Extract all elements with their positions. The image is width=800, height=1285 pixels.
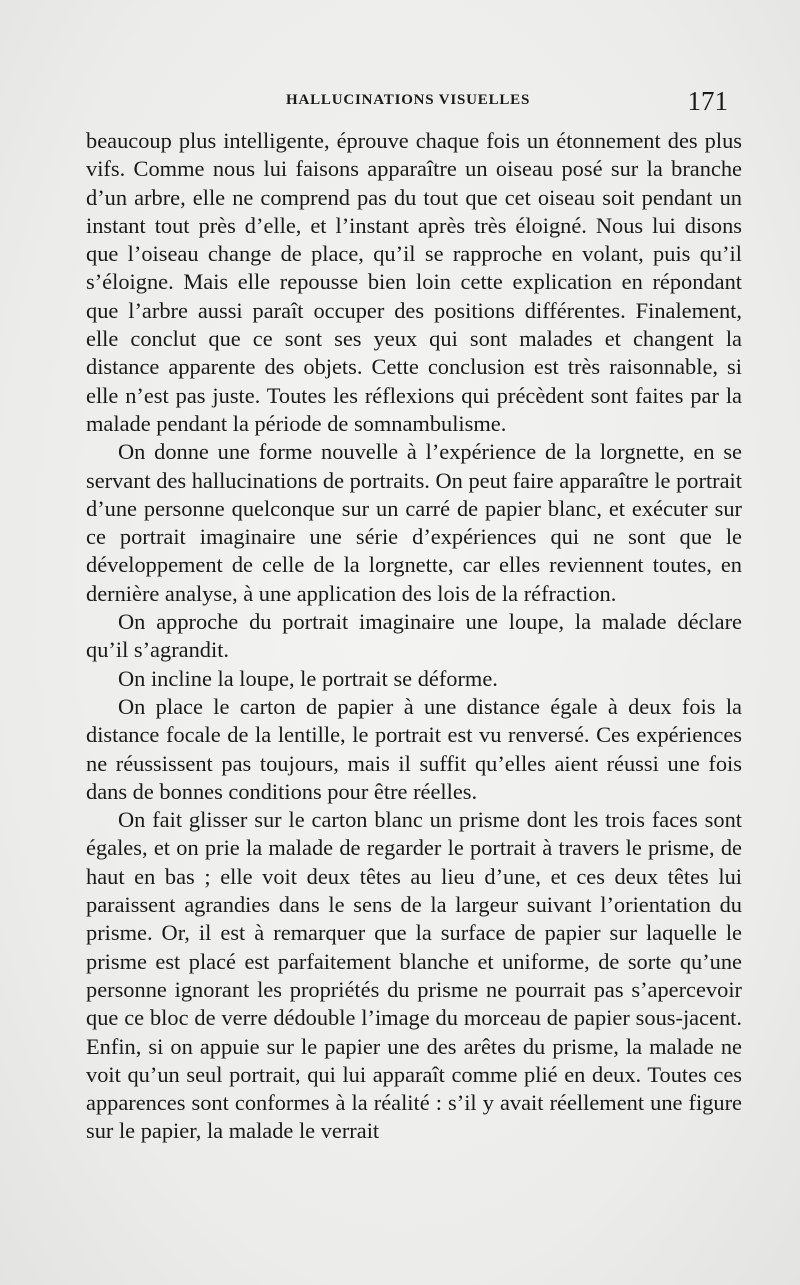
body-text bbox=[86, 127, 742, 1146]
paragraph: On fait glisser sur le carton blanc un prisme dont les trois faces sont égales, et on prie la malade de regarder le portrait à travers le prisme, de haut en bas ; elle voit deux têtes au lieu d’une, et ces deux têtes lui paraissent agrandies dans le sens de la largeur suivant l’orientation du prisme. Or, il est à remarquer que la surface de papier sur laquelle le prisme est placé est parfaitement blanche et uniforme, de sorte qu’une personne ignorant les propriétés du prisme ne pourrait pas s’apercevoir que ce bloc de verre dédouble l’image du morceau de papier sous-jacent. Enfin, si on appuie sur le papier une des arêtes du prisme, la malade ne voit qu’un seul portrait, qui lui apparaît comme plié en deux. Toutes ces apparences sont conformes à la réalité : s’il y avait réellement une figure sur le papier, la malade le verrait bbox=[86, 807, 742, 1144]
running-head: HALLUCINATIONS VISUELLES bbox=[286, 92, 531, 108]
paragraph: On donne une forme nouvelle à l’expérience de la lorgnette, en se servant des hallucinations de portraits. On peut faire apparaître le portrait d’une personne quelconque sur un carré de papier blanc, et exécuter sur ce portrait imaginaire une série d’expériences qui ne sont que le développement de celle de la lorgnette, car elles reviennent toutes, en dernière analyse, à une application des lois de la réfraction. bbox=[86, 439, 742, 606]
paragraph: On approche du portrait imaginaire une loupe, la malade déclare qu’il s’agrandit. bbox=[86, 609, 742, 663]
paragraph: On place le carton de papier à une distance égale à deux fois la distance focale de la lentille, le portrait est vu renversé. Ces expériences ne réussissent pas toujours, mais il suffit qu’elles aient réussi une fois dans de bonnes conditions pour être réelles. bbox=[86, 693, 742, 804]
paragraph: beaucoup plus intelligente, éprouve chaque fois un étonnement des plus vifs. Comme nous lui faisons apparaître un oiseau posé sur la branche d’un arbre, elle ne comprend pas du tout que cet oiseau soit pendant un instant tout près d’elle, et l’instant après très éloigné. Nous lui disons que l’oiseau change de place, qu’il se rapproche en volant, puis qu’il s’éloigne. Mais elle repousse bien loin cette explication en répondant que l’arbre aussi paraît occuper des positions différentes. Finalement, elle conclut que ce sont ses yeux qui sont malades et changent la distance apparente des objets. Cette conclusion est très raisonnable, si elle n’est pas juste. Toutes les réflexions qui précèdent sont faites par la malade pendant la période de somnambulisme. bbox=[86, 128, 742, 436]
page-header bbox=[86, 88, 740, 128]
page-number: 171 bbox=[687, 86, 728, 116]
paragraph: On incline la loupe, le portrait se déforme. bbox=[118, 665, 498, 691]
